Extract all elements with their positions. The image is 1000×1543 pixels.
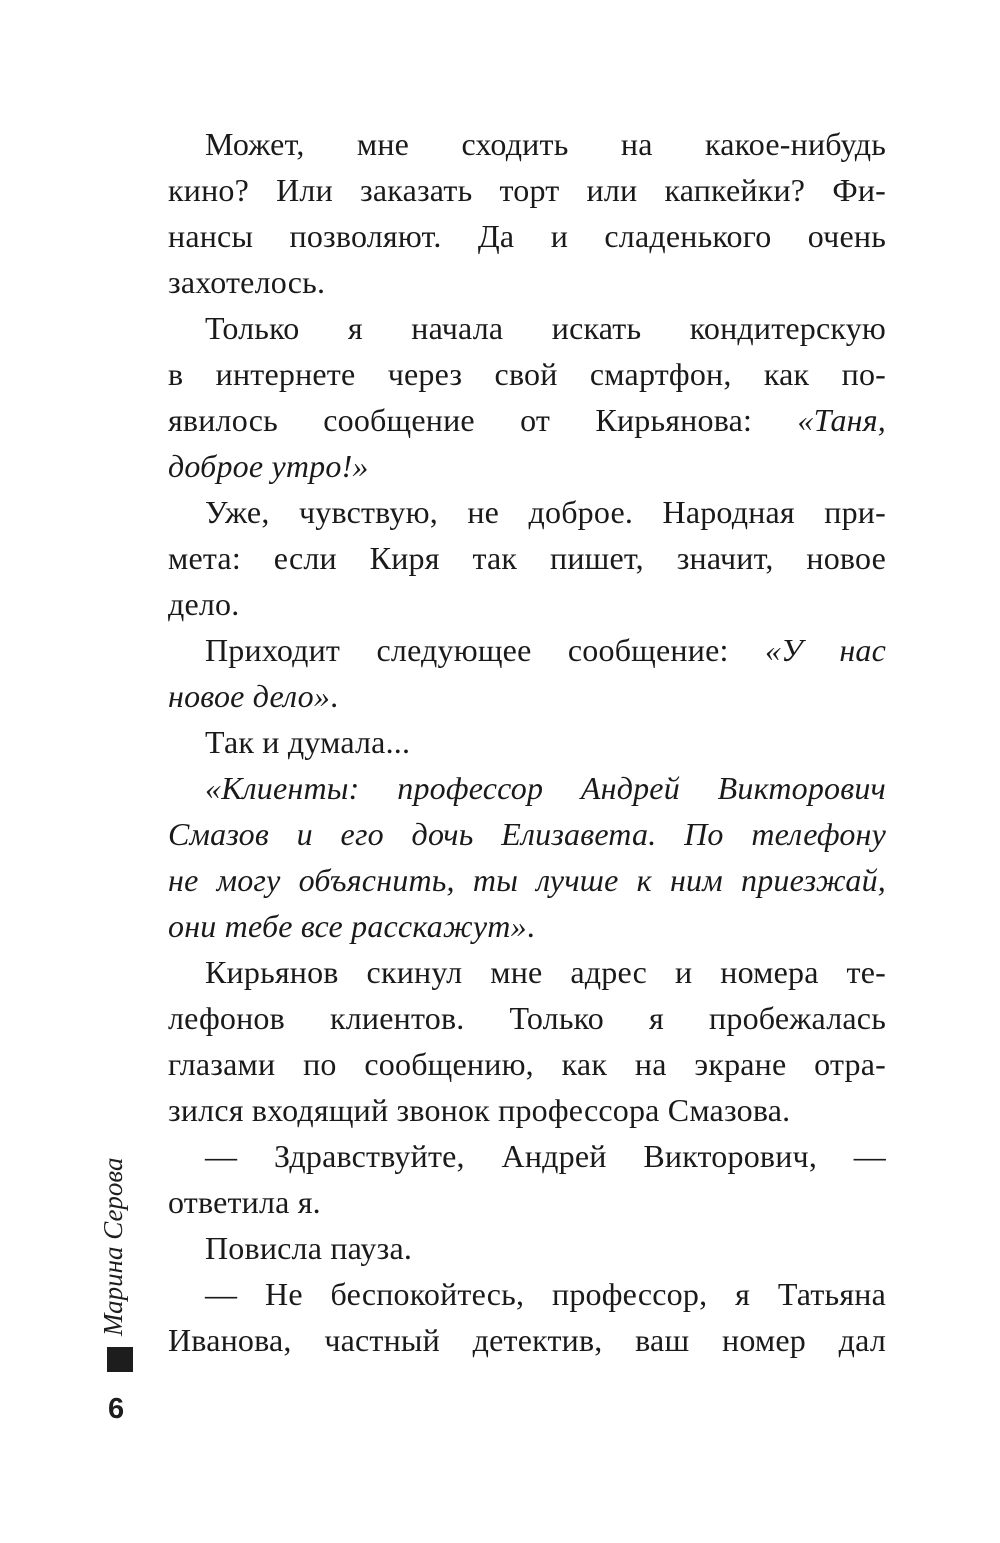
text-line (168, 857, 886, 903)
text-line (168, 949, 886, 995)
text-segment: Приходит следующее сообщение: (205, 632, 765, 668)
text-segment: явилось сообщение от Кирьянова: (168, 402, 798, 438)
text-line (168, 903, 886, 949)
text-line (168, 1041, 886, 1087)
text-segment: Уже, чувствую, не доброе. Народная при- (205, 494, 886, 530)
text-segment: лефонов клиентов. Только я пробежалась (168, 1000, 886, 1036)
text-segment: Иванова, частный детектив, ваш номер дал (168, 1322, 886, 1358)
text-segment: Только я начала искать кондитерскую (205, 310, 886, 346)
text-segment: нансы позволяют. Да и сладенького очень (168, 218, 886, 254)
italic-text-segment: новое дело» (168, 678, 331, 714)
text-line (168, 1179, 886, 1225)
text-segment: Так и думала... (205, 724, 411, 760)
text-line (168, 1317, 886, 1363)
italic-text-segment: доброе утро!» (168, 448, 369, 484)
text-line (168, 765, 886, 811)
text-line (168, 305, 886, 351)
text-lines (168, 121, 886, 1363)
text-segment: Повисла пауза. (205, 1230, 413, 1266)
italic-text-segment: «Клиенты: профессор Андрей Викторович (205, 770, 886, 806)
text-line (168, 995, 886, 1041)
italic-text-segment: не могу объяснить, ты лучше к ним приезжай, (168, 862, 886, 898)
text-line (168, 397, 886, 443)
text-line (168, 673, 886, 719)
text-segment: Может, мне сходить на какое-нибудь (205, 126, 886, 162)
text-segment: зился входящий звонок профессора Смазова. (168, 1092, 791, 1128)
page-number: 6 (108, 1393, 125, 1425)
text-line (168, 811, 886, 857)
text-segment: . (526, 908, 535, 944)
text-line (168, 121, 886, 167)
text-segment: мета: если Киря так пишет, значит, новое (168, 540, 886, 576)
italic-text-segment: «У нас (764, 632, 887, 668)
text-segment: дело. (168, 586, 240, 622)
text-segment: захотелось. (168, 264, 326, 300)
text-line (168, 1271, 886, 1317)
text-line (168, 719, 886, 765)
body-text-block (168, 121, 886, 1363)
italic-text-segment: они тебе все расскажут» (168, 908, 527, 944)
text-segment: кино? Или заказать торт или капкейки? Фи- (168, 172, 886, 208)
text-segment: — Здравствуйте, Андрей Викторович, — (205, 1138, 886, 1174)
text-line (168, 1225, 886, 1271)
text-line (168, 581, 886, 627)
italic-text-segment: Смазов и его дочь Елизавета. По телефону (168, 816, 886, 852)
text-segment: глазами по сообщению, как на экране отра- (168, 1046, 886, 1082)
text-segment: . (330, 678, 339, 714)
text-segment: в интернете через свой смартфон, как по- (168, 356, 886, 392)
text-line (168, 627, 886, 673)
text-segment: — Не беспокойтесь, профессор, я Татьяна (205, 1276, 886, 1312)
text-line (168, 489, 886, 535)
text-segment: Кирьянов скинул мне адрес и номера те- (205, 954, 886, 990)
text-line (168, 1133, 886, 1179)
text-line (168, 167, 886, 213)
author-sidebar-vertical: Марина Серова (98, 1157, 128, 1336)
text-line (168, 213, 886, 259)
text-line (168, 351, 886, 397)
text-line (168, 259, 886, 305)
text-line (168, 443, 886, 489)
section-marker-square-icon (107, 1347, 133, 1372)
text-line (168, 1087, 886, 1133)
text-line (168, 535, 886, 581)
text-segment: ответила я. (168, 1184, 321, 1220)
italic-text-segment: «Таня, (797, 402, 886, 438)
